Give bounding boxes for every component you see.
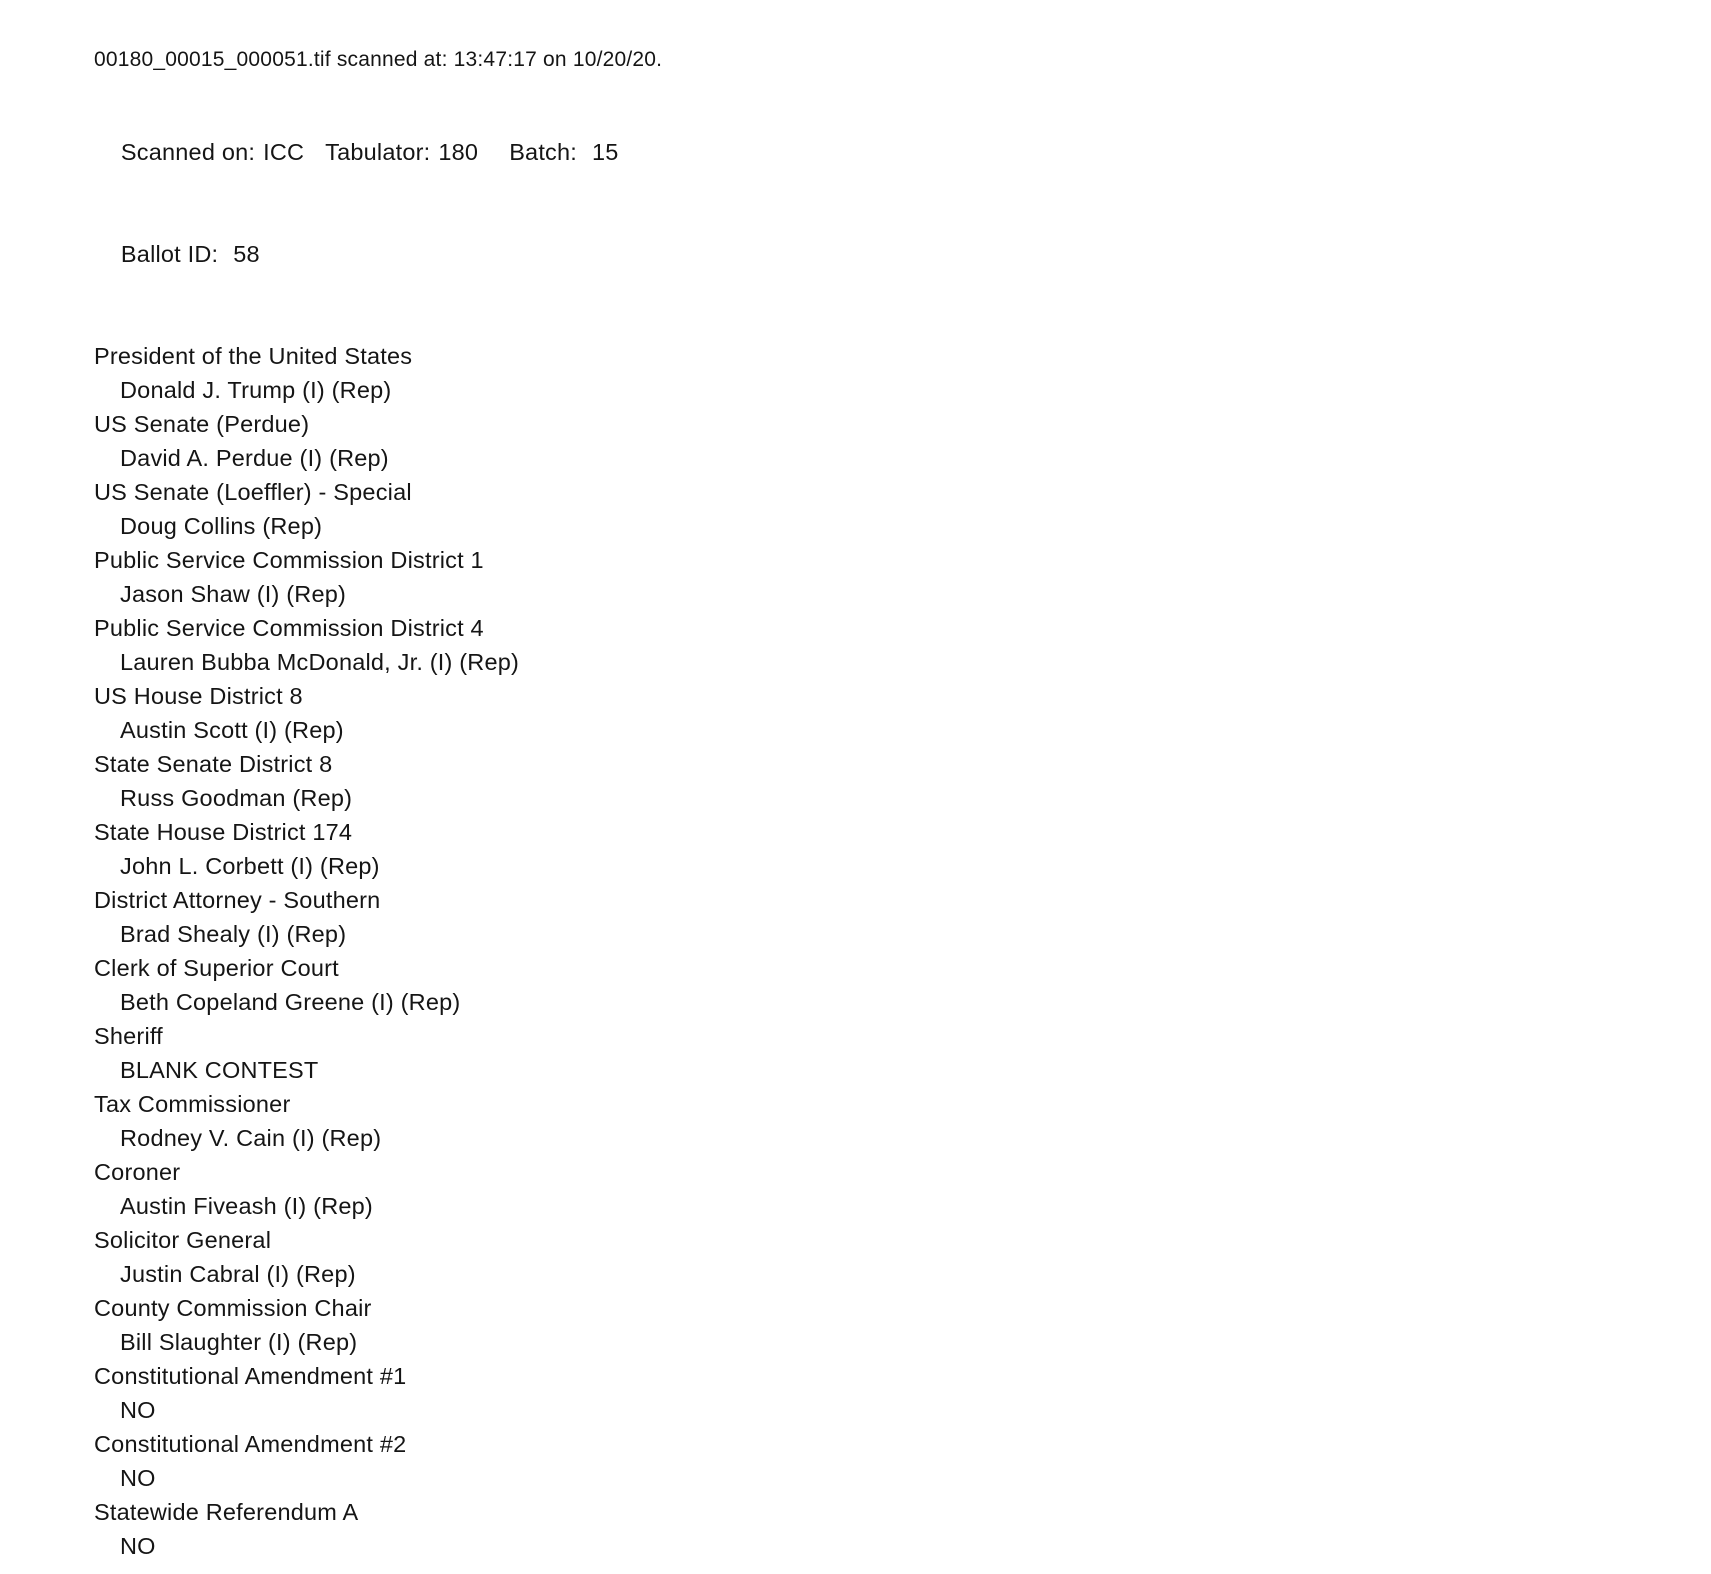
contest-title: Constitutional Amendment #2	[94, 1431, 407, 1457]
contest-selection: Lauren Bubba McDonald, Jr. (I) (Rep)	[120, 649, 520, 675]
contest-selection: Donald J. Trump (I) (Rep)	[120, 377, 392, 403]
contest-title: District Attorney - Southern	[94, 887, 381, 913]
tabulator-label: Tabulator:	[325, 139, 431, 165]
contest-row	[94, 951, 1651, 1019]
contest-selection: NO	[120, 1465, 156, 1491]
contest-row	[94, 1087, 1651, 1155]
contest-selection: Doug Collins (Rep)	[120, 513, 323, 539]
ballot-id-label: Ballot ID:	[120, 241, 219, 267]
contest-row	[94, 1155, 1651, 1223]
contest-row	[94, 611, 1651, 679]
contest-row	[94, 1019, 1651, 1087]
contest-selection: Russ Goodman (Rep)	[120, 785, 353, 811]
contest-title: Clerk of Superior Court	[94, 955, 339, 981]
contest-title: State Senate District 8	[94, 751, 333, 777]
batch-value: 15	[592, 139, 619, 165]
contest-row	[94, 883, 1651, 951]
contest-title: US Senate (Loeffler) - Special	[94, 479, 412, 505]
contest-title: US House District 8	[94, 683, 303, 709]
contest-title: County Commission Chair	[94, 1295, 372, 1321]
contest-title: Tax Commissioner	[94, 1091, 291, 1117]
contest-selection: Jason Shaw (I) (Rep)	[120, 581, 347, 607]
contest-selection: David A. Perdue (I) (Rep)	[120, 445, 389, 471]
ballot-id-line	[94, 203, 1651, 305]
contest-title: Public Service Commission District 4	[94, 615, 484, 641]
contest-row	[94, 339, 1651, 407]
contest-row	[94, 679, 1651, 747]
contest-selection: NO	[120, 1397, 156, 1423]
contest-title: US Senate (Perdue)	[94, 411, 310, 437]
contest-title: Public Service Commission District 1	[94, 547, 484, 573]
contest-selection: Austin Fiveash (I) (Rep)	[120, 1193, 373, 1219]
contest-list	[94, 339, 1651, 1563]
contest-row	[94, 815, 1651, 883]
contest-title: Statewide Referendum A	[94, 1499, 359, 1525]
contest-selection: John L. Corbett (I) (Rep)	[120, 853, 380, 879]
contest-selection: Rodney V. Cain (I) (Rep)	[120, 1125, 382, 1151]
contest-row	[94, 1359, 1651, 1427]
contest-title: Solicitor General	[94, 1227, 272, 1253]
contest-row	[94, 1427, 1651, 1495]
contest-row	[94, 747, 1651, 815]
contest-title: President of the United States	[94, 343, 413, 369]
contest-row	[94, 407, 1651, 475]
contest-title: State House District 174	[94, 819, 353, 845]
contest-selection: Brad Shealy (I) (Rep)	[120, 921, 347, 947]
contest-selection: NO	[120, 1533, 156, 1559]
contest-selection: Bill Slaughter (I) (Rep)	[120, 1329, 358, 1355]
contest-title: Sheriff	[94, 1023, 163, 1049]
contest-row	[94, 475, 1651, 543]
contest-title: Coroner	[94, 1159, 181, 1185]
scanned-on-value: ICC	[263, 139, 305, 165]
contest-selection: Austin Scott (I) (Rep)	[120, 717, 344, 743]
contest-selection: Justin Cabral (I) (Rep)	[120, 1261, 356, 1287]
batch-label: Batch:	[509, 139, 578, 165]
ballot-id-value: 58	[233, 241, 260, 267]
scan-meta-line	[94, 101, 1651, 203]
contest-selection: Beth Copeland Greene (I) (Rep)	[120, 989, 461, 1015]
contest-row	[94, 1291, 1651, 1359]
contest-selection: BLANK CONTEST	[120, 1057, 319, 1083]
tabulator-value: 180	[438, 139, 479, 165]
scan-filename-line: 00180_00015_000051.tif scanned at: 13:47:17 on 10/20/20.	[94, 48, 663, 71]
contest-row	[94, 543, 1651, 611]
contest-row	[94, 1223, 1651, 1291]
contest-title: Constitutional Amendment #1	[94, 1363, 407, 1389]
contest-row	[94, 1495, 1651, 1563]
scanned-on-label: Scanned on:	[120, 139, 256, 165]
